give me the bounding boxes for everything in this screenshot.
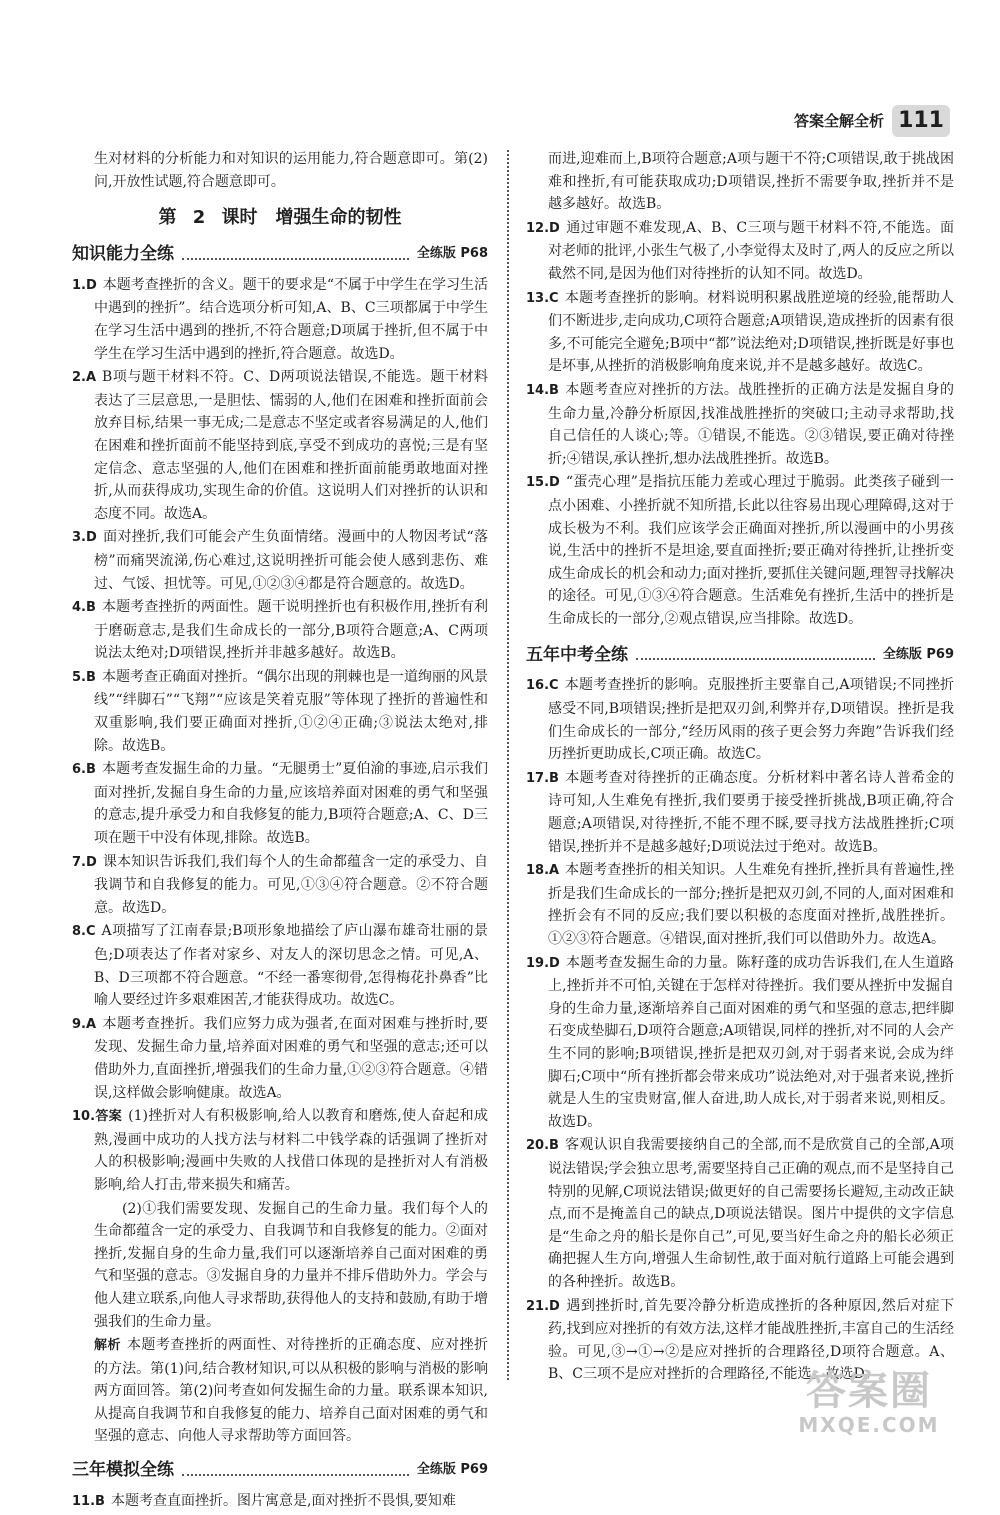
item-text: A项描写了江南春景;B项形象地描绘了庐山瀑布雄奇壮丽的景色;D项表达了作者对家乡、对友人的深切思念之情。可见,A、B、D三项都不符合题意。“不经一番寒彻骨,怎得梅花扑鼻香”比喻人要经过许多艰难困苦,才能获得成功。故选C。 xyxy=(94,923,488,1009)
item-text: 本题考查挫折的影响。材料说明积累战胜逆境的经验,能帮助人们不断进步,走向成功,C项符合题意;A项错误,造成挫折的因素有很多,不可能完全避免;B项中“都”说法绝对;D项错误,挫折既是好事也是坏事,从挫折的消极影响角度来说,并不是越多越好。故选C。 xyxy=(548,289,954,375)
item-text: 面对挫折,我们可能会产生负面情绪。漫画中的人物因考试“落榜”而痛哭流涕,伤心难过,这说明挫折可能会使人感到悲伤、难过、气馁、担忧等。可见,①②③④都是符合题意的。故选D。 xyxy=(94,529,488,592)
item-answer: A xyxy=(85,1016,97,1032)
section-ref: 全练版 P69 xyxy=(416,1462,488,1478)
section-title: 三年模拟全练 xyxy=(72,1460,174,1481)
watermark-logo xyxy=(774,1369,964,1443)
item-text: 课本知识告诉我们,我们每个人的生命都蕴含一定的承受力、自我调节和自我修复的能力。可见,①③④符合题意。②不符合题意。故选D。 xyxy=(94,853,488,916)
section-header-zhishi xyxy=(72,240,488,266)
item-answer: B xyxy=(85,600,96,616)
answer-item xyxy=(526,952,954,1134)
item-number: 9. xyxy=(72,1016,86,1032)
answer-list-zhishi xyxy=(72,274,488,1104)
page-header xyxy=(794,104,950,138)
answer-item xyxy=(526,767,954,858)
item-answer: D xyxy=(549,220,560,236)
section-dots xyxy=(636,658,875,660)
item-answer: B xyxy=(549,1138,559,1154)
item-number: 1. xyxy=(72,277,86,293)
item-text: 通过审题不难发现,A、B、C三项与题干材料不符,不能选。面对老师的批评,小张生气极了,小李觉得太及时了,两人的反应之所以截然不同,是因为他们对待挫折的认知不同。故选D。 xyxy=(548,219,954,282)
item-answer: D xyxy=(85,530,97,546)
item-text: 本题考查应对挫折的方法。战胜挫折的正确方法是发掘自身的生命力量,冷静分析原因,找准战胜挫折的突破口;主动寻求帮助,找自己信任的人谈心;等。①错误,不能选。②③错误,要正确对待挫折;④错误,承认挫折,想办法战胜挫折。故选B。 xyxy=(548,381,954,467)
watermark-logo-text: 答案圈 xyxy=(806,1368,932,1414)
item-text: 本题考查正确面对挫折。“偶尔出现的荆棘也是一道绚丽的风景线”“绊脚石”“飞翔”“应该是笑着克服”等体现了挫折的普遍性和双重影响,我们要正确面对挫折,①②④正确;③说法太绝对,排除。故选B。 xyxy=(94,668,488,754)
section-dots xyxy=(182,258,409,260)
item-number: 8. xyxy=(72,924,86,940)
answer-item xyxy=(526,379,954,470)
item-number: 21. xyxy=(526,1298,550,1314)
item-number: 12. xyxy=(526,220,550,236)
item-number: 14. xyxy=(526,382,550,398)
answer-item xyxy=(72,526,488,595)
item-answer: A xyxy=(549,863,560,879)
item-answer: D xyxy=(549,1298,560,1314)
watermark-url: MXQE.COM xyxy=(798,1413,940,1437)
item-number: 10. xyxy=(72,1109,96,1125)
answer-list-wunian xyxy=(526,674,954,1385)
page-number: 111 xyxy=(892,105,950,137)
answer-item xyxy=(72,920,488,1011)
answer-item xyxy=(72,596,488,665)
item-number: 16. xyxy=(526,678,550,694)
answer-item xyxy=(72,851,488,920)
item-text: 本题考查挫折的相关知识。人生难免有挫折,挫折具有普遍性,挫折是我们生命成长的一部分;挫折是把双刃剑,不同的人,面对困难和挫折会有不同的反应;我们要以积极的态度面对挫折,战胜挫折。①②③符合题意。④错误,面对挫折,我们可以借助外力。故选A。 xyxy=(548,862,954,947)
answer-item xyxy=(72,1013,488,1104)
item-answer: D xyxy=(85,277,97,293)
left-column xyxy=(72,148,488,1515)
answer-item xyxy=(72,274,488,365)
item-answer: B xyxy=(95,1494,105,1510)
answer-item xyxy=(72,366,488,525)
item-number: 15. xyxy=(526,475,550,491)
right-column xyxy=(526,148,954,1387)
section-ref: 全练版 P68 xyxy=(416,246,488,262)
item-number: 3. xyxy=(72,530,86,546)
answer-item xyxy=(526,287,954,378)
answer-item xyxy=(526,471,954,630)
item-text: (1)挫折对人有积极影响,给人以教育和磨炼,使人奋起和成熟,漫画中成功的人找方法与材料二中钱学森的话强调了挫折对人的积极影响;漫画中失败的人找借口体现的是挫折对人有消极影响,给人打击,带来损失和痛苦。 xyxy=(94,1108,488,1193)
item-answer: D xyxy=(85,854,97,870)
section-header-sannian xyxy=(72,1456,488,1482)
item-text: 本题考查挫折。我们应努力成为强者,在面对困难与挫折时,要发现、发掘生命力量,培养面对困难的勇气和坚强的意志;还可以借助外力,直面挫折,增强我们的生命力量,①②③符合题意。④错误,这样做会影响健康。故选A。 xyxy=(94,1015,488,1101)
answer-item xyxy=(72,758,488,849)
answer-item-10 xyxy=(72,1105,488,1196)
item-text: 客观认识自我需要接纳自己的全部,而不是欣赏自己的全部,A项说法错误;学会独立思考,需要坚持自己正确的观点,而不是坚持自己特别的见解,C项说法错误;做更好的自己需要扬长避短,主动改正缺点,而不是掩盖自己的缺点,D项说法错误。图片中提供的文字信息是“生命之舟的船长是你自己”,可见,要当好生命之舟的船长必须正确把握人生方向,增强人生命韧性,敢于面对航行道路上可能会遇到的各种挫折。故选B。 xyxy=(548,1137,954,1290)
item-answer-label: 答案 xyxy=(95,1109,123,1125)
item-text: 本题考查发掘生命的力量。陈籽蓬的成功告诉我们,在人生道路上,挫折并不可怕,关键在于怎样对待挫折。我们要从挫折中发掘自身的生命力量,逐渐培养自己面对困难的勇气和坚强的意志,把绊脚石变成垫脚石,D项符合题意;A项错误,同样的挫折,对不同的人会产生不同的影响;B项错误,挫折是把双刃剑,对于弱者来说,会成为绊脚石;C项中“所有挫折都会带来成功”说法绝对,对于强者来说,挫折就是人生的宝贵财富,催人奋进,助人成长,对于弱者来说,则相反。故选D。 xyxy=(548,954,954,1130)
item-number: 13. xyxy=(526,290,550,306)
answer-item-10-analysis xyxy=(72,1334,488,1448)
section-header-wunian xyxy=(526,640,954,666)
item-text: 遇到挫折时,首先要冷静分析造成挫折的各种原因,然后对症下药,找到应对挫折的有效方法,这样才能战胜挫折,丰富自己的生活经验。可见,③→①→②是应对挫折的合理路径,D项符合题意。A、B、C三项不是应对挫折的合理路径,不能选。故选D。 xyxy=(548,1297,954,1383)
item-text: 本题考查挫折的两面性。题干说明挫折也有积极作用,挫折有利于磨砺意志,是我们生命成长的一部分,B项符合题意;A、C两项说法太绝对;D项错误,挫折并非越多越好。故选B。 xyxy=(94,599,488,662)
answer-list-sannian xyxy=(526,217,954,631)
item-answer: C xyxy=(549,290,559,306)
item-number: 7. xyxy=(72,854,86,870)
answer-item xyxy=(526,674,954,765)
item-answer: C xyxy=(85,924,96,940)
section-ref: 全练版 P69 xyxy=(882,646,954,662)
item-answer: A xyxy=(85,370,97,386)
section-dots xyxy=(182,1474,409,1476)
item-answer: D xyxy=(549,955,560,971)
item-number: 19. xyxy=(526,955,550,971)
answer-item xyxy=(526,859,954,950)
item-number: 18. xyxy=(526,863,550,879)
item-answer: C xyxy=(549,678,559,694)
item-text: 本题考查挫折的影响。克服挫折主要靠自己,A项错误;不同挫折感受不同,B项错误;挫折是把双刃剑,利弊并存,D项错误。挫折是我们生命成长的一部分,“经历风雨的孩子更会努力奔跑”告诉我们经历挫折更助成长,C项正确。故选C。 xyxy=(548,677,954,763)
item-number: 4. xyxy=(72,600,86,616)
item-number: 11. xyxy=(72,1494,96,1510)
item-answer: B xyxy=(549,770,559,786)
answer-item xyxy=(72,666,488,757)
item-number: 17. xyxy=(526,770,550,786)
answer-item-10-part2: (2)①我们需要发现、发掘自己的生命力量。我们每个人的生命都蕴含一定的承受力、自我调节和自我修复的能力。②面对挫折,发掘自身的生命力量,我们可以逐渐培养自己面对困难的勇气和坚强的意志。③发掘自身的力量并不排斥借助外力。学会与他人建立联系,向他人寻求帮助,获得他人的支持和鼓励,有助于增强我们的生命力量。 xyxy=(94,1200,488,1330)
section-title: 知识能力全练 xyxy=(72,244,174,265)
answer-item xyxy=(526,1134,954,1293)
header-label: 答案全解全析 xyxy=(794,111,885,130)
item-number: 20. xyxy=(526,1138,550,1154)
section-title: 五年中考全练 xyxy=(526,644,628,665)
item-answer: B xyxy=(85,669,96,685)
answer-item-11-continued: 而进,迎难而上,B项符合题意;A项与题干不符;C项错误,敢于挑战困难和挫折,有可能获取成功;D项错误,挫折不需要争取,挫折并不是越多越好。故选B。 xyxy=(548,151,954,213)
item-answer: D xyxy=(549,475,560,491)
intro-text: 生对材料的分析能力和对知识的运用能力,符合题意即可。第(2)问,开放性试题,符合题意即可。 xyxy=(94,151,488,190)
analysis-text: 本题考查挫折的两面性、对待挫折的正确态度、应对挫折的方法。第(1)问,结合教材知识,可以从积极的影响与消极的影响两方面回答。第(2)问考查如何发掘生命的力量。联系课本知识,从提高自我调节和自我修复的能力、培养自己面对困难的勇气和坚强的意志、向他人寻求帮助等方面回答。 xyxy=(94,1337,488,1445)
lesson-title: 第 2 课时 增强生命的韧性 xyxy=(158,207,402,229)
item-text: B项与题干材料不符。C、D两项说法错误,不能选。题干材料表达了三层意思,一是胆怯、懦弱的人,他们在困难和挫折面前会放弃目标,结果一事无成;二是意志不坚定或者容易满足的人,他们在困难和挫折面前不能坚持到底,享受不到成功的喜悦;三是有坚定信念、意志坚强的人,他们在困难和挫折面前能勇敢地面对挫折,从而获得成功,实现生命的价值。这说明人们对挫折的认识和态度不同。故选A。 xyxy=(94,369,488,522)
item-text: 本题考查对待挫折的正确态度。分析材料中著名诗人普希金的诗可知,人生难免有挫折,我们要勇于接受挫折挑战,B项正确,符合题意;A项错误,对待挫折,不能不理不睬,要寻找方法战胜挫折;C项错误,挫折并不是越多越好;D项说法过于绝对。故选B。 xyxy=(548,769,954,855)
item-answer: B xyxy=(549,382,559,398)
item-text: 本题考查直面挫折。图片寓意是,面对挫折不畏惧,要知难 xyxy=(110,1493,456,1510)
item-text: “蛋壳心理”是指抗压能力差或心理过于脆弱。此类孩子碰到一点小困难、小挫折就不知所措,长此以往容易出现心理障碍,这对于成长极为不利。我们应该学会正确面对挫折,所以漫画中的小男孩说,生活中的挫折不是坦途,要直面挫折;要正确对待挫折,让挫折变成生命成长的机会和动力;面对挫折,要抓住关键问题,理智寻找解决的途径。可见,①③④符合题意。生活难免有挫折,生活中的挫折是生命成长的一部分,②观点错误,应当排除。故选D。 xyxy=(548,474,954,627)
item-text: 本题考查发掘生命的力量。“无腿勇士”夏伯渝的事迹,启示我们面对挫折,发掘自身生命的力量,应该培养面对困难的勇气和坚强的意志,提升承受力和自我修复的能力,B项符合题意;A、C、D三项在题干中没有体现,排除。故选B。 xyxy=(94,761,488,847)
item-number: 5. xyxy=(72,669,86,685)
column-divider xyxy=(507,150,509,1380)
item-text: 本题考查挫折的含义。题干的要求是“不属于中学生在学习生活中遇到的挫折”。结合选项分析可知,A、B、C三项都属于中学生在学习生活中遇到的挫折,不符合题意;D项属于挫折,但不属于中学生在学习生活中遇到的挫折,符合题意。故选D。 xyxy=(94,276,488,362)
item-answer: B xyxy=(85,762,96,778)
answer-item xyxy=(526,217,954,286)
analysis-label: 解析 xyxy=(94,1338,121,1354)
item-number: 6. xyxy=(72,762,86,778)
answer-item-11 xyxy=(72,1490,488,1514)
item-number: 2. xyxy=(72,370,86,386)
